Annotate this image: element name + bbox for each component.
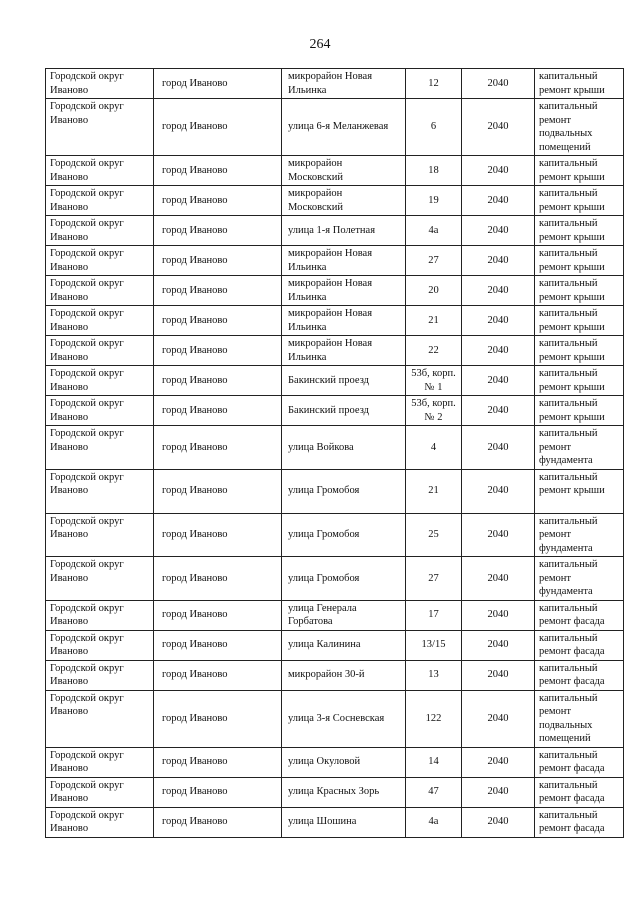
- house-number-cell: 53б, корп. № 1: [406, 366, 462, 396]
- table-row: [46, 747, 624, 777]
- year-cell: 2040: [462, 630, 535, 660]
- table-row: [46, 156, 624, 186]
- house-number-cell: 27: [406, 246, 462, 276]
- municipality-cell: Городской округ Иваново: [46, 469, 154, 513]
- table-row: [46, 396, 624, 426]
- work-type-cell: капитальный ремонт фундамента: [535, 513, 624, 557]
- street-cell: улица Шошина: [282, 807, 406, 837]
- municipality-cell: Городской округ Иваново: [46, 69, 154, 99]
- house-number-cell: 18: [406, 156, 462, 186]
- settlement-cell: город Иваново: [154, 366, 282, 396]
- street-cell: микрорайон Новая Ильинка: [282, 69, 406, 99]
- settlement-cell: город Иваново: [154, 336, 282, 366]
- settlement-cell: город Иваново: [154, 69, 282, 99]
- street-cell: улица Громобоя: [282, 557, 406, 601]
- municipality-cell: Городской округ Иваново: [46, 216, 154, 246]
- street-cell: улица Громобоя: [282, 513, 406, 557]
- work-type-cell: капитальный ремонт фасада: [535, 777, 624, 807]
- year-cell: 2040: [462, 747, 535, 777]
- work-type-cell: капитальный ремонт крыши: [535, 276, 624, 306]
- work-type-cell: капитальный ремонт фундамента: [535, 557, 624, 601]
- municipality-cell: Городской округ Иваново: [46, 807, 154, 837]
- year-cell: 2040: [462, 246, 535, 276]
- street-cell: микрорайон Московский: [282, 186, 406, 216]
- house-number-cell: 4а: [406, 807, 462, 837]
- work-type-cell: капитальный ремонт крыши: [535, 396, 624, 426]
- house-number-cell: 22: [406, 336, 462, 366]
- settlement-cell: город Иваново: [154, 276, 282, 306]
- year-cell: 2040: [462, 276, 535, 306]
- work-type-cell: капитальный ремонт фасада: [535, 747, 624, 777]
- street-cell: улица Красных Зорь: [282, 777, 406, 807]
- house-number-cell: 21: [406, 469, 462, 513]
- settlement-cell: город Иваново: [154, 186, 282, 216]
- year-cell: 2040: [462, 306, 535, 336]
- work-type-cell: капитальный ремонт фасада: [535, 630, 624, 660]
- house-number-cell: 20: [406, 276, 462, 306]
- work-type-cell: капитальный ремонт крыши: [535, 246, 624, 276]
- municipality-cell: Городской округ Иваново: [46, 660, 154, 690]
- house-number-cell: 122: [406, 690, 462, 747]
- settlement-cell: город Иваново: [154, 747, 282, 777]
- year-cell: 2040: [462, 396, 535, 426]
- street-cell: улица Громобоя: [282, 469, 406, 513]
- work-type-cell: капитальный ремонт крыши: [535, 469, 624, 513]
- work-type-cell: капитальный ремонт крыши: [535, 336, 624, 366]
- work-type-cell: капитальный ремонт фасада: [535, 600, 624, 630]
- house-number-cell: 17: [406, 600, 462, 630]
- year-cell: 2040: [462, 513, 535, 557]
- year-cell: 2040: [462, 366, 535, 396]
- street-cell: улица Генерала Горбатова: [282, 600, 406, 630]
- street-cell: Бакинский проезд: [282, 396, 406, 426]
- municipality-cell: Городской округ Иваново: [46, 396, 154, 426]
- municipality-cell: Городской округ Иваново: [46, 557, 154, 601]
- municipality-cell: Городской округ Иваново: [46, 306, 154, 336]
- year-cell: 2040: [462, 336, 535, 366]
- municipality-cell: Городской округ Иваново: [46, 276, 154, 306]
- table-row: [46, 276, 624, 306]
- street-cell: улица Войкова: [282, 426, 406, 470]
- municipality-cell: Городской округ Иваново: [46, 630, 154, 660]
- year-cell: 2040: [462, 186, 535, 216]
- settlement-cell: город Иваново: [154, 156, 282, 186]
- municipality-cell: Городской округ Иваново: [46, 513, 154, 557]
- work-type-cell: капитальный ремонт фасада: [535, 807, 624, 837]
- settlement-cell: город Иваново: [154, 513, 282, 557]
- settlement-cell: город Иваново: [154, 469, 282, 513]
- municipality-cell: Городской округ Иваново: [46, 600, 154, 630]
- street-cell: улица 6-я Меланжевая: [282, 99, 406, 156]
- table-row: [46, 336, 624, 366]
- work-type-cell: капитальный ремонт крыши: [535, 366, 624, 396]
- year-cell: 2040: [462, 216, 535, 246]
- settlement-cell: город Иваново: [154, 557, 282, 601]
- street-cell: микрорайон Московский: [282, 156, 406, 186]
- settlement-cell: город Иваново: [154, 630, 282, 660]
- house-number-cell: 27: [406, 557, 462, 601]
- street-cell: микрорайон Новая Ильинка: [282, 306, 406, 336]
- settlement-cell: город Иваново: [154, 777, 282, 807]
- street-cell: улица 1-я Полетная: [282, 216, 406, 246]
- settlement-cell: город Иваново: [154, 600, 282, 630]
- work-type-cell: капитальный ремонт крыши: [535, 156, 624, 186]
- table-row: [46, 600, 624, 630]
- settlement-cell: город Иваново: [154, 216, 282, 246]
- table-row: [46, 807, 624, 837]
- table-row: [46, 660, 624, 690]
- street-cell: Бакинский проезд: [282, 366, 406, 396]
- work-type-cell: капитальный ремонт крыши: [535, 69, 624, 99]
- house-number-cell: 25: [406, 513, 462, 557]
- municipality-cell: Городской округ Иваново: [46, 246, 154, 276]
- municipality-cell: Городской округ Иваново: [46, 186, 154, 216]
- year-cell: 2040: [462, 69, 535, 99]
- page-number: 264: [309, 37, 331, 52]
- street-cell: микрорайон Новая Ильинка: [282, 246, 406, 276]
- table-row: [46, 216, 624, 246]
- house-number-cell: 53б, корп. № 2: [406, 396, 462, 426]
- settlement-cell: город Иваново: [154, 426, 282, 470]
- year-cell: 2040: [462, 557, 535, 601]
- table-row: [46, 306, 624, 336]
- year-cell: 2040: [462, 426, 535, 470]
- municipality-cell: Городской округ Иваново: [46, 99, 154, 156]
- table-row: [46, 366, 624, 396]
- year-cell: 2040: [462, 156, 535, 186]
- table-body: [46, 69, 624, 838]
- table-row: [46, 426, 624, 470]
- street-cell: микрорайон 30-й: [282, 660, 406, 690]
- municipality-cell: Городской округ Иваново: [46, 426, 154, 470]
- street-cell: микрорайон Новая Ильинка: [282, 336, 406, 366]
- table-row: [46, 69, 624, 99]
- table-row: [46, 777, 624, 807]
- settlement-cell: город Иваново: [154, 306, 282, 336]
- year-cell: 2040: [462, 469, 535, 513]
- street-cell: улица Окуловой: [282, 747, 406, 777]
- house-number-cell: 14: [406, 747, 462, 777]
- work-type-cell: капитальный ремонт крыши: [535, 306, 624, 336]
- municipality-cell: Городской округ Иваново: [46, 777, 154, 807]
- table-row: [46, 99, 624, 156]
- year-cell: 2040: [462, 807, 535, 837]
- settlement-cell: город Иваново: [154, 807, 282, 837]
- work-type-cell: капитальный ремонт крыши: [535, 186, 624, 216]
- table-row: [46, 186, 624, 216]
- municipality-cell: Городской округ Иваново: [46, 366, 154, 396]
- table-row: [46, 246, 624, 276]
- municipality-cell: Городской округ Иваново: [46, 336, 154, 366]
- house-number-cell: 13: [406, 660, 462, 690]
- house-number-cell: 19: [406, 186, 462, 216]
- year-cell: 2040: [462, 660, 535, 690]
- work-type-cell: капитальный ремонт подвальных помещений: [535, 99, 624, 156]
- municipality-cell: Городской округ Иваново: [46, 690, 154, 747]
- house-number-cell: 47: [406, 777, 462, 807]
- work-type-cell: капитальный ремонт подвальных помещений: [535, 690, 624, 747]
- settlement-cell: город Иваново: [154, 99, 282, 156]
- work-type-cell: капитальный ремонт фасада: [535, 660, 624, 690]
- settlement-cell: город Иваново: [154, 396, 282, 426]
- year-cell: 2040: [462, 690, 535, 747]
- house-number-cell: 12: [406, 69, 462, 99]
- settlement-cell: город Иваново: [154, 246, 282, 276]
- municipality-cell: Городской округ Иваново: [46, 156, 154, 186]
- street-cell: микрорайон Новая Ильинка: [282, 276, 406, 306]
- table-row: [46, 513, 624, 557]
- year-cell: 2040: [462, 99, 535, 156]
- street-cell: улица 3-я Сосневская: [282, 690, 406, 747]
- table-row: [46, 557, 624, 601]
- house-number-cell: 13/15: [406, 630, 462, 660]
- house-number-cell: 4: [406, 426, 462, 470]
- year-cell: 2040: [462, 777, 535, 807]
- year-cell: 2040: [462, 600, 535, 630]
- house-number-cell: 4а: [406, 216, 462, 246]
- work-type-cell: капитальный ремонт фундамента: [535, 426, 624, 470]
- municipality-cell: Городской округ Иваново: [46, 747, 154, 777]
- repair-schedule-table: [45, 68, 624, 838]
- table-row: [46, 690, 624, 747]
- settlement-cell: город Иваново: [154, 690, 282, 747]
- settlement-cell: город Иваново: [154, 660, 282, 690]
- table-row: [46, 630, 624, 660]
- work-type-cell: капитальный ремонт крыши: [535, 216, 624, 246]
- street-cell: улица Калинина: [282, 630, 406, 660]
- table-row: [46, 469, 624, 513]
- house-number-cell: 6: [406, 99, 462, 156]
- house-number-cell: 21: [406, 306, 462, 336]
